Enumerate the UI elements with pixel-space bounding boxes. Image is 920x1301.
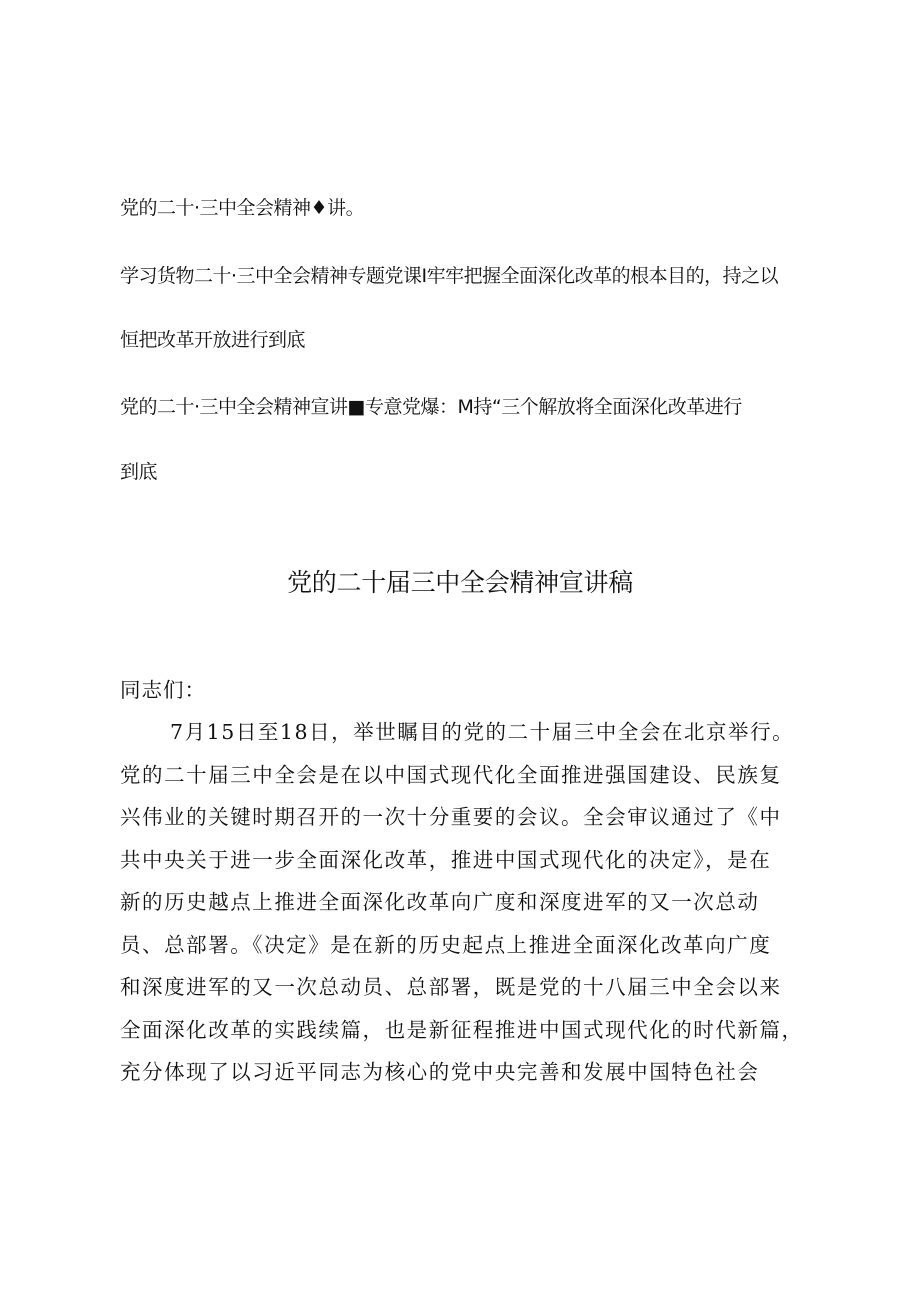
body-paragraph xyxy=(120,711,810,1094)
paragraph-line: 充分体现了以习近平同志为核心的党中央完善和发展中国特色社会 xyxy=(120,1060,760,1084)
paragraph-line: 党的二十届三中全会是在以中国式现代化全面推进强国建设、民族复 xyxy=(120,762,782,787)
paragraph-line: 新的历史越点上推进全面深化改革向广度和深度进军的又一次总动 xyxy=(120,890,760,914)
paragraph-line: 共中央关于进一步全面深化改革，推进中国式现代化的决定》，是在 xyxy=(120,847,772,872)
toc-entry-3-line-2: 到底 xyxy=(120,461,158,483)
paragraph-line: 全面深化改革的实践续篇，也是新征程推进中国式现代化的时代新篇， xyxy=(120,1017,804,1042)
toc-entry-3-line-1: 党的二十·三中全会精神宣讲■专意党爆：M持“三个解放将全面深化改革进行 xyxy=(120,396,742,418)
paragraph-line: 员、总部署。《决定》是在新的历史起点上推进全面深化改革向广度 xyxy=(120,932,772,957)
greeting: 同志们： xyxy=(120,678,206,702)
paragraph-line: 兴伟业的关键时期召开的一次十分重要的会议。全会审议通过了《中 xyxy=(120,805,782,829)
paragraph-line: 和深度进军的又一次总动员、总部署，既是党的十八届三中全会以来 xyxy=(120,975,782,999)
document-title: 党的二十届三中全会精神宣讲稿 xyxy=(287,568,633,597)
toc-entry-2-line-1: 学习货物二十·三中全会精神专题党课I牢牢把握全面深化改革的根本目的，持之以 xyxy=(120,265,779,287)
toc-entry-1: 党的二十·三中全会精神♦讲。 xyxy=(120,197,365,219)
toc-entry-2-line-2: 恒把改革开放进行到底 xyxy=(120,329,306,351)
paragraph-line: 7月15日至18日，举世瞩目的党的二十届三中全会在北京举行。 xyxy=(170,720,795,744)
